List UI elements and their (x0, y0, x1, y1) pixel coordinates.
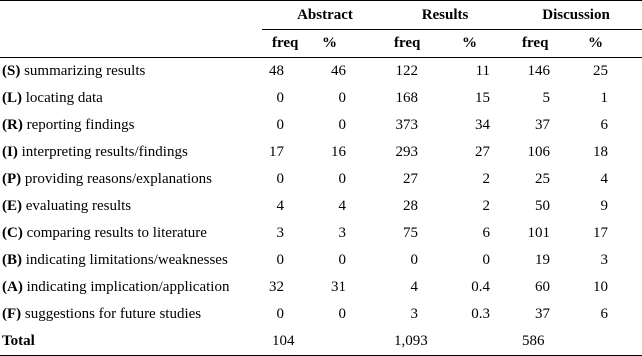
row-label (0, 274, 262, 301)
table-cell: 122 (395, 63, 419, 79)
table-cell: 2 (482, 171, 491, 187)
row-code: (I) (2, 144, 18, 160)
table-cell: 32 (269, 279, 284, 295)
table-cell: 37 (535, 117, 551, 133)
table-row (0, 166, 642, 193)
row-code: (P) (2, 171, 22, 187)
table-cell: 101 (527, 225, 551, 241)
total-cell: 586 (510, 328, 574, 356)
table-cell: 18 (593, 144, 609, 160)
table-cell: 373 (395, 117, 419, 133)
table-cell: 0 (276, 252, 284, 268)
table-cell: 6 (482, 225, 491, 241)
row-label (0, 247, 262, 274)
table-row (0, 220, 642, 247)
sub-header-blank (0, 30, 262, 58)
table-row (0, 301, 642, 328)
table-cell: 1 (600, 90, 609, 106)
table-cell: 48 (269, 63, 284, 79)
total-cell (446, 328, 510, 356)
total-cell (308, 328, 374, 356)
row-label (0, 301, 262, 328)
row-code: (S) (2, 63, 21, 79)
table-cell: 0.3 (471, 306, 491, 322)
sub-header-abstract-pct: % (308, 30, 374, 58)
header-discussion: Discussion (510, 1, 642, 30)
row-description: indicating implication/application (22, 279, 230, 295)
table-cell: 0 (410, 252, 419, 268)
row-label (0, 193, 262, 220)
table-row (0, 58, 642, 86)
table-cell: 3 (276, 225, 284, 241)
table-cell: 4 (276, 198, 284, 214)
table-cell: 50 (535, 198, 551, 214)
row-code: (R) (2, 117, 23, 133)
total-cell (574, 328, 642, 356)
table-cell: 25 (535, 171, 551, 187)
table-cell: 6 (600, 306, 609, 322)
table-row (0, 139, 642, 166)
table-cell: 0 (338, 171, 347, 187)
table-cell: 0 (276, 117, 284, 133)
row-description: evaluating results (22, 198, 132, 214)
row-code: (A) (2, 279, 23, 295)
row-label (0, 220, 262, 247)
table-cell: 0 (276, 90, 284, 106)
row-description: comparing results to literature (22, 225, 207, 241)
table-cell: 10 (593, 279, 609, 295)
table-row (0, 193, 642, 220)
table-cell: 27 (403, 171, 419, 187)
table-cell: 293 (395, 144, 419, 160)
table-cell: 31 (331, 279, 347, 295)
table-cell: 34 (475, 117, 491, 133)
row-label (0, 58, 262, 86)
table-cell: 37 (535, 306, 551, 322)
row-description: providing reasons/explanations (21, 171, 212, 187)
table-cell: 4 (338, 198, 347, 214)
table-cell: 106 (527, 144, 551, 160)
row-code: (C) (2, 225, 23, 241)
group-header-row (0, 1, 642, 30)
header-results: Results (374, 1, 510, 30)
row-description: summarizing results (20, 63, 146, 79)
table-cell: 28 (403, 198, 419, 214)
table-row (0, 274, 642, 301)
table-cell: 0 (338, 117, 347, 133)
table-cell: 19 (535, 252, 551, 268)
row-label (0, 139, 262, 166)
row-label (0, 85, 262, 112)
row-code: (L) (2, 90, 22, 106)
table-cell: 0 (338, 306, 347, 322)
table-cell: 17 (593, 225, 609, 241)
row-description: interpreting results/findings (17, 144, 188, 160)
table-cell: 16 (331, 144, 347, 160)
table-cell: 27 (475, 144, 491, 160)
table-cell: 0 (276, 306, 284, 322)
table-cell: 3 (338, 225, 347, 241)
sub-header-results-freq: freq (374, 30, 446, 58)
table-cell: 11 (475, 63, 491, 79)
total-cell: 1,093 (374, 328, 446, 356)
sub-header-abstract-freq: freq (262, 30, 308, 58)
table-cell: 25 (593, 63, 609, 79)
table-cell: 6 (600, 117, 609, 133)
table-cell: 5 (542, 90, 551, 106)
sub-header-row (0, 30, 642, 58)
table-cell: 15 (475, 90, 491, 106)
table-body (0, 58, 642, 356)
table-cell: 3 (410, 306, 419, 322)
table-cell: 0 (482, 252, 491, 268)
table-row (0, 247, 642, 274)
row-description: suggestions for future studies (21, 306, 202, 322)
table-cell: 168 (395, 90, 419, 106)
row-description: reporting findings (22, 117, 135, 133)
row-label (0, 166, 262, 193)
row-code: (B) (2, 252, 22, 268)
table-cell: 2 (482, 198, 491, 214)
header-blank (0, 1, 262, 30)
table-cell: 4 (600, 171, 609, 187)
table-cell: 9 (600, 198, 609, 214)
row-label (0, 112, 262, 139)
header-abstract: Abstract (262, 1, 374, 30)
table-cell: 4 (410, 279, 419, 295)
table-cell: 60 (535, 279, 551, 295)
table-cell: 0 (276, 171, 284, 187)
total-row (0, 328, 642, 356)
sub-header-results-pct: % (446, 30, 510, 58)
row-description: locating data (22, 90, 103, 106)
row-code: (E) (2, 198, 22, 214)
table-row (0, 85, 642, 112)
table-cell: 75 (403, 225, 419, 241)
sub-header-discussion-pct: % (574, 30, 642, 58)
table-cell: 0 (338, 90, 347, 106)
total-label: Total (0, 328, 262, 356)
table-cell: 0 (338, 252, 347, 268)
table-cell: 17 (269, 144, 284, 160)
sub-header-discussion-freq: freq (510, 30, 574, 58)
table-cell: 146 (527, 63, 551, 79)
total-cell: 104 (262, 328, 308, 356)
table-row (0, 112, 642, 139)
table-cell: 46 (331, 63, 347, 79)
row-description: indicating limitations/weaknesses (22, 252, 228, 268)
table-cell: 0.4 (471, 279, 491, 295)
table-cell: 3 (600, 252, 609, 268)
row-code: (F) (2, 306, 22, 322)
